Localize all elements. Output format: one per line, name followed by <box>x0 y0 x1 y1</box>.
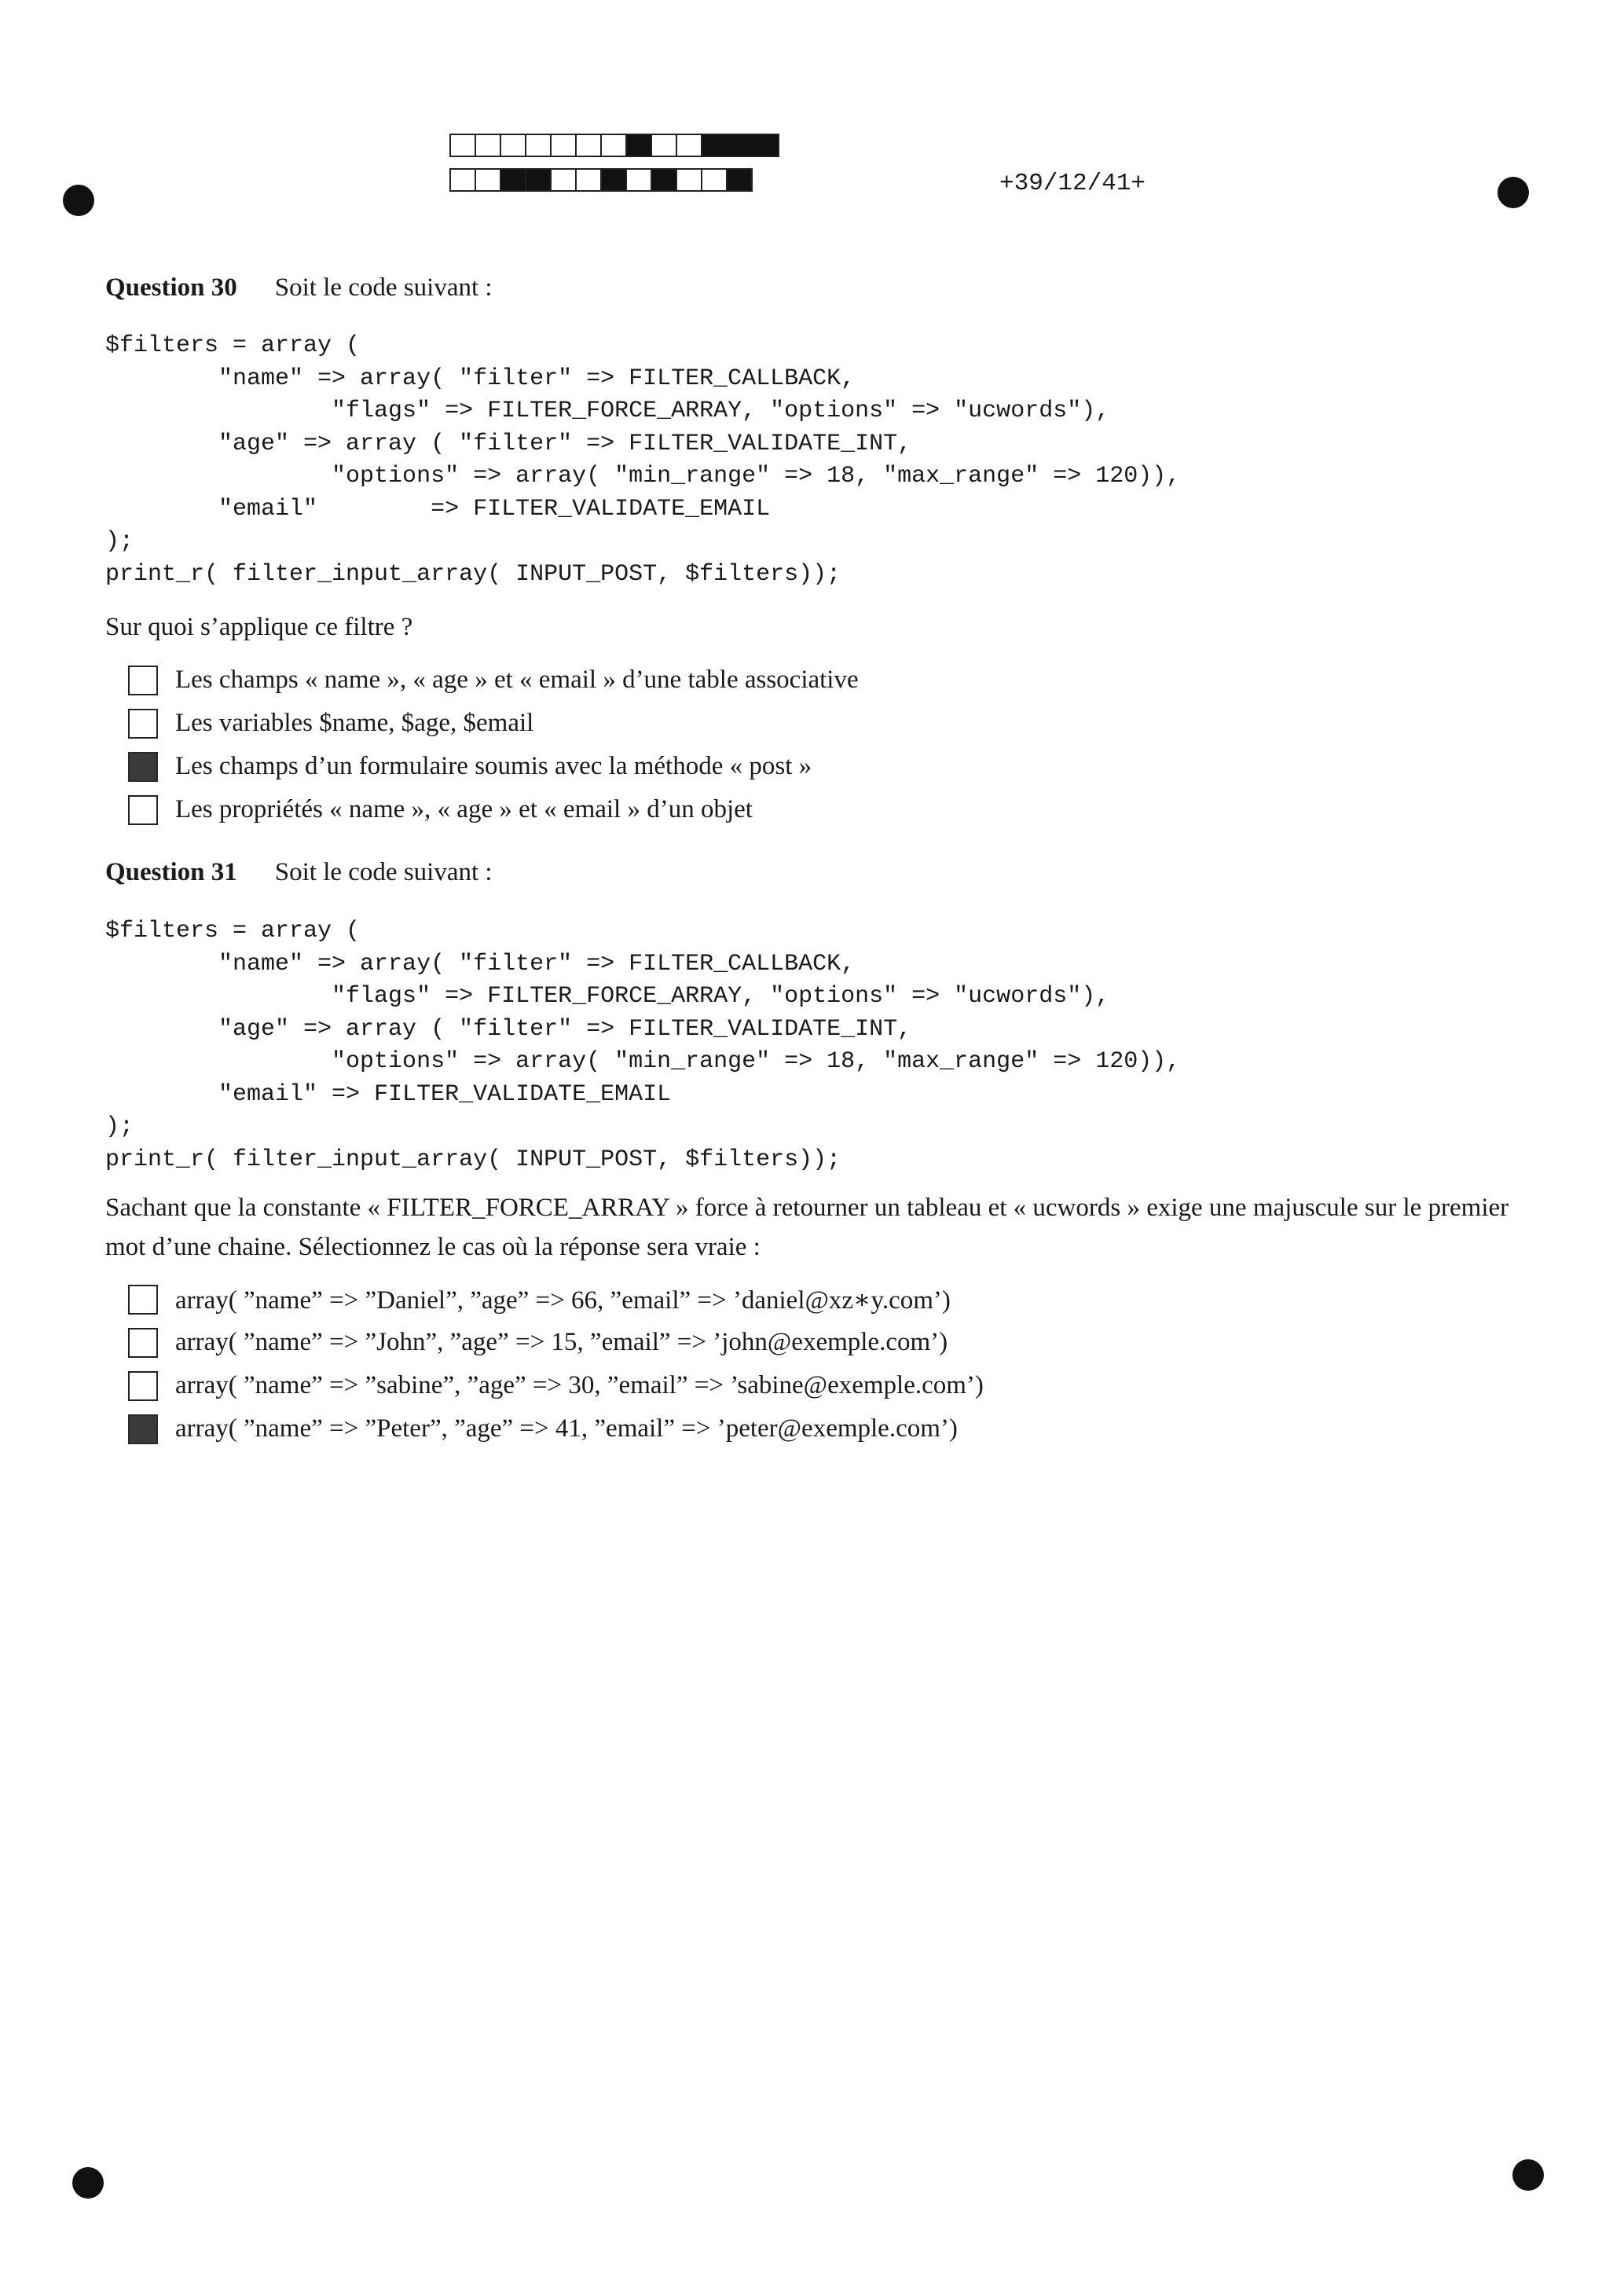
checkbox[interactable] <box>128 795 158 825</box>
answer-option[interactable] <box>128 702 859 745</box>
barcode-cell <box>449 134 476 157</box>
barcode-cell <box>600 168 627 192</box>
barcode-cell <box>726 168 753 192</box>
code-block: $filters = array ( "name" => array( "filter" => FILTER_CALLBACK, "flags" => FILTER_FORCE_ARRAY, "options" => "ucwords"), "age" => array ( "filter" => FILTER_VALIDATE_INT, "options" => array( "min_range" => 18, "max_range" => 120)), "email" => FILTER_VALIDATE_EMAIL ); print_r( filter_input_array( INPUT_POST, $filters)); <box>105 918 1181 1173</box>
option-label: array( ”name” => ”Daniel”, ”age” => 66, ”email” => ’daniel@xz∗y.com’) <box>175 1286 951 1315</box>
barcode-cell <box>651 168 677 192</box>
answer-option[interactable] <box>128 658 859 702</box>
option-label: array( ”name” => ”John”, ”age” => 15, ”email” => ’john@exemple.com’) <box>175 1328 948 1356</box>
option-label: array( ”name” => ”Peter”, ”age” => 41, ”email” => ’peter@exemple.com’) <box>175 1414 958 1443</box>
question-prompt: Soit le code suivant : <box>274 273 493 302</box>
answer-option[interactable] <box>128 745 859 788</box>
barcode-cell <box>701 168 728 192</box>
option-label: array( ”name” => ”sabine”, ”age” => 30, ”email” => ’sabine@exemple.com’) <box>175 1371 984 1399</box>
barcode-cell <box>625 168 652 192</box>
question-31-header <box>105 858 493 887</box>
answer-option[interactable] <box>128 1364 984 1407</box>
checkbox[interactable] <box>128 709 158 739</box>
barcode-cell <box>575 134 602 157</box>
question-30-header <box>105 273 493 303</box>
answer-option[interactable] <box>128 1278 984 1321</box>
barcode-cell <box>475 134 501 157</box>
registration-mark-top-right <box>1498 177 1529 208</box>
option-label: Les champs « name », « age » et « email » d’une table associative <box>175 666 859 694</box>
question-number: Question 30 <box>105 273 237 302</box>
barcode-cell <box>525 168 552 192</box>
answer-option[interactable] <box>128 1321 984 1364</box>
answer-option[interactable] <box>128 1407 984 1451</box>
checkbox[interactable] <box>128 1285 158 1315</box>
barcode-cell <box>575 168 602 192</box>
barcode-cell <box>600 134 627 157</box>
answer-options <box>128 1278 984 1451</box>
checkbox[interactable] <box>128 1328 158 1358</box>
checkbox[interactable] <box>128 1371 158 1401</box>
barcode-cell <box>651 134 677 157</box>
barcode-row-2 <box>449 168 751 192</box>
question-text: Sur quoi s’applique ce filtre ? <box>105 613 413 641</box>
checkbox-checked[interactable] <box>128 752 158 782</box>
registration-mark-bottom-right <box>1512 2159 1544 2191</box>
answer-option[interactable] <box>128 788 859 831</box>
barcode-cell <box>449 168 476 192</box>
barcode-row-1 <box>449 134 778 157</box>
option-label: Les propriétés « name », « age » et « email » d’un objet <box>175 795 753 823</box>
barcode-cell <box>676 168 702 192</box>
barcode-cell <box>701 134 779 157</box>
answer-options <box>128 658 859 831</box>
code-block: $filters = array ( "name" => array( "filter" => FILTER_CALLBACK, "flags" => FILTER_FORCE_ARRAY, "options" => "ucwords"), "age" => array ( "filter" => FILTER_VALIDATE_INT, "options" => array( "min_range" => 18, "max_range" => 120)), "email" => FILTER_VALIDATE_EMAIL ); print_r( filter_input_array( INPUT_POST, $filters)); <box>105 332 1181 588</box>
barcode-cell <box>500 168 526 192</box>
checkbox[interactable] <box>128 666 158 695</box>
registration-mark-bottom-left <box>72 2167 104 2199</box>
question-number: Question 31 <box>105 858 237 886</box>
barcode-cell <box>676 134 702 157</box>
barcode-cell <box>525 134 552 157</box>
barcode-cell <box>625 134 652 157</box>
barcode-cell <box>475 168 501 192</box>
question-prompt: Soit le code suivant : <box>274 858 493 886</box>
option-label: Les variables $name, $age, $email <box>175 709 534 737</box>
question-text: Sachant que la constante « FILTER_FORCE_ARRAY » force à retourner un tableau et « ucwords » exige une majuscule sur le premier mot d’une chaine. Sélectionnez le cas où la réponse sera vraie : <box>105 1194 1509 1261</box>
checkbox-checked[interactable] <box>128 1414 158 1444</box>
registration-mark-top-left <box>63 185 94 216</box>
page-identifier: +39/12/41+ <box>999 170 1146 197</box>
barcode-cell <box>550 168 577 192</box>
barcode-cell <box>500 134 526 157</box>
option-label: Les champs d’un formulaire soumis avec la méthode « post » <box>175 752 812 780</box>
barcode-cell <box>550 134 577 157</box>
